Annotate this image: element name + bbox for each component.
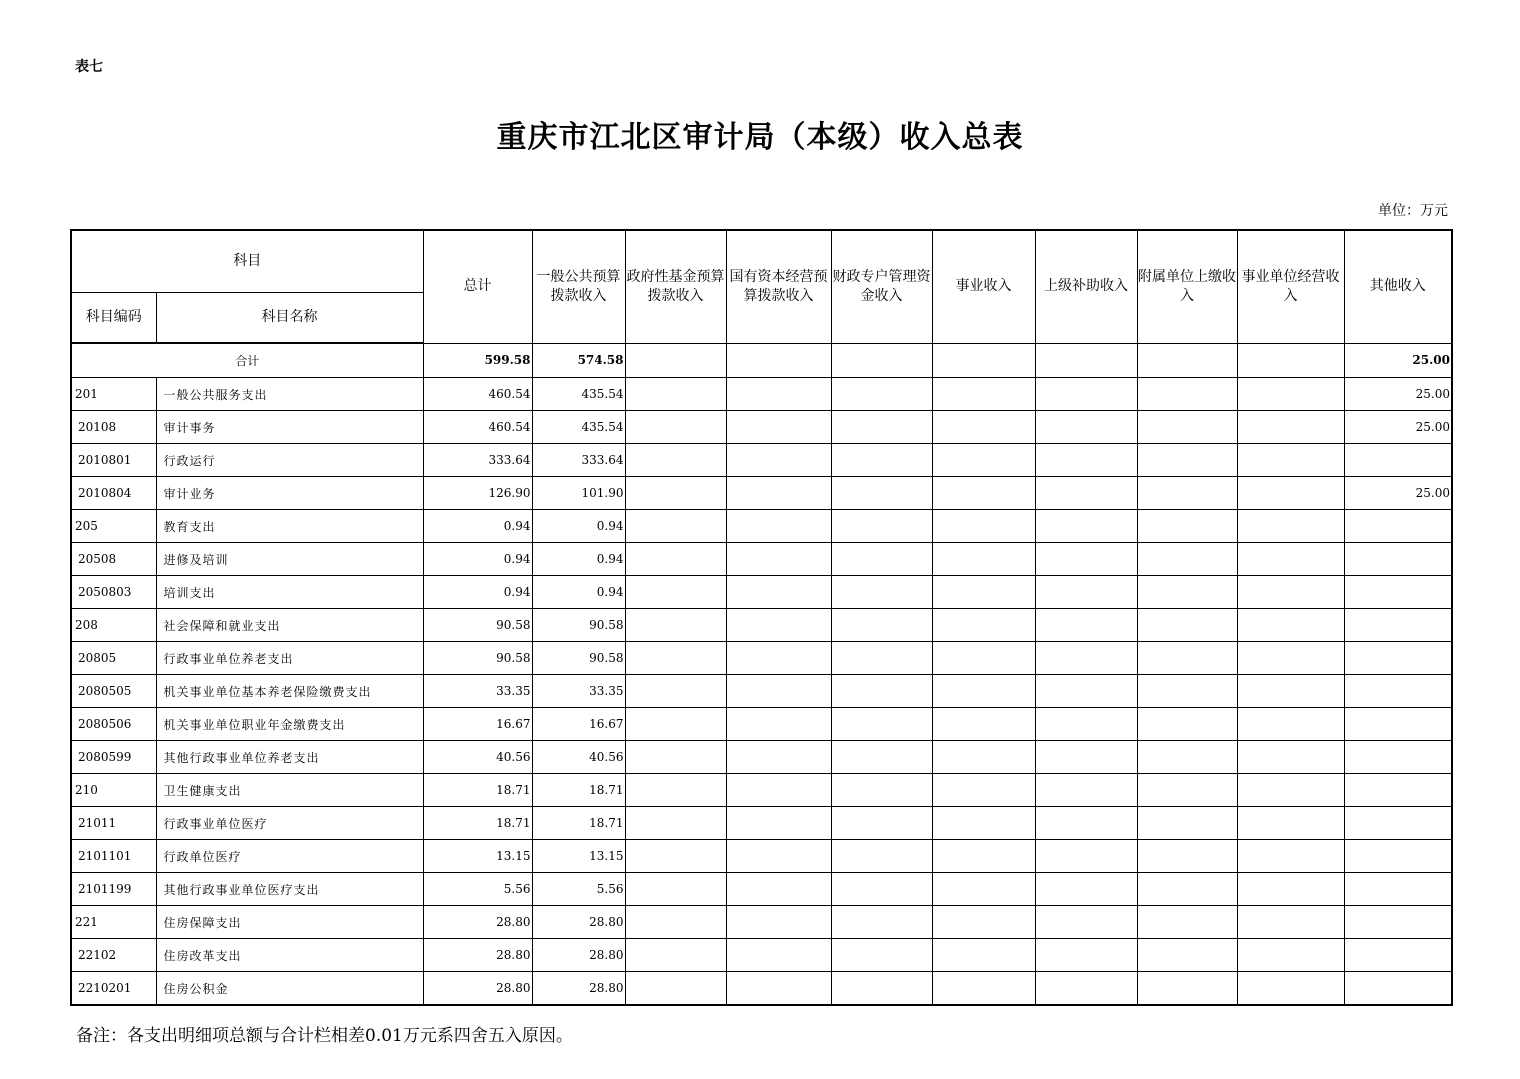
row-code: 21011 xyxy=(71,807,156,840)
table-row xyxy=(71,807,1452,840)
row-name: 机关事业单位职业年金缴费支出 xyxy=(156,708,423,741)
row-name: 机关事业单位基本养老保险缴费支出 xyxy=(156,675,423,708)
row-code: 205 xyxy=(71,510,156,543)
row-code: 208 xyxy=(71,609,156,642)
row-code: 210 xyxy=(71,774,156,807)
row-other-income xyxy=(1344,774,1452,807)
row-name: 审计业务 xyxy=(156,477,423,510)
header-gov-fund: 政府性基金预算拨款收入 xyxy=(625,230,726,343)
total-label: 合计 xyxy=(71,343,423,378)
row-total: 5.56 xyxy=(423,873,532,906)
table-row xyxy=(71,873,1452,906)
header-general-budget: 一般公共预算拨款收入 xyxy=(532,230,625,343)
row-other-income: 25.00 xyxy=(1344,378,1452,411)
table-row xyxy=(71,411,1452,444)
row-code: 221 xyxy=(71,906,156,939)
row-other-income xyxy=(1344,510,1452,543)
row-total: 16.67 xyxy=(423,708,532,741)
row-other-income xyxy=(1344,972,1452,1006)
unit-label: 单位：万元 xyxy=(1378,203,1448,219)
page-title: 重庆市江北区审计局（本级）收入总表 xyxy=(496,120,1024,155)
row-general-budget: 435.54 xyxy=(532,411,625,444)
row-total: 460.54 xyxy=(423,411,532,444)
row-general-budget: 33.35 xyxy=(532,675,625,708)
row-code: 2050803 xyxy=(71,576,156,609)
row-total: 33.35 xyxy=(423,675,532,708)
row-other-income xyxy=(1344,906,1452,939)
table-row xyxy=(71,642,1452,675)
table-row xyxy=(71,477,1452,510)
row-general-budget: 28.80 xyxy=(532,906,625,939)
row-code: 2101101 xyxy=(71,840,156,873)
row-total: 18.71 xyxy=(423,774,532,807)
row-general-budget: 101.90 xyxy=(532,477,625,510)
header-superior-subsidy: 上级补助收入 xyxy=(1035,230,1137,343)
row-other-income xyxy=(1344,642,1452,675)
total-other-income: 25.00 xyxy=(1344,343,1452,378)
row-general-budget: 28.80 xyxy=(532,939,625,972)
header-state-capital: 国有资本经营预算拨款收入 xyxy=(726,230,831,343)
row-other-income: 25.00 xyxy=(1344,477,1452,510)
row-total: 28.80 xyxy=(423,939,532,972)
row-general-budget: 333.64 xyxy=(532,444,625,477)
header-code: 科目编码 xyxy=(71,292,156,343)
row-name: 其他行政事业单位养老支出 xyxy=(156,741,423,774)
table-row xyxy=(71,510,1452,543)
row-code: 2010801 xyxy=(71,444,156,477)
row-code: 20508 xyxy=(71,543,156,576)
row-other-income xyxy=(1344,873,1452,906)
row-code: 2080505 xyxy=(71,675,156,708)
row-code: 22102 xyxy=(71,939,156,972)
row-general-budget: 90.58 xyxy=(532,609,625,642)
row-name: 社会保障和就业支出 xyxy=(156,609,423,642)
header-name: 科目名称 xyxy=(156,292,423,343)
total-amount: 599.58 xyxy=(423,343,532,378)
table-row xyxy=(71,939,1452,972)
row-total: 90.58 xyxy=(423,642,532,675)
table-row xyxy=(71,378,1452,411)
row-other-income xyxy=(1344,840,1452,873)
row-total: 28.80 xyxy=(423,906,532,939)
row-general-budget: 40.56 xyxy=(532,741,625,774)
table-number: 表七 xyxy=(75,59,103,75)
row-name: 教育支出 xyxy=(156,510,423,543)
row-name: 住房保障支出 xyxy=(156,906,423,939)
row-other-income xyxy=(1344,543,1452,576)
row-general-budget: 18.71 xyxy=(532,807,625,840)
row-code: 2080506 xyxy=(71,708,156,741)
row-total: 126.90 xyxy=(423,477,532,510)
row-name: 住房改革支出 xyxy=(156,939,423,972)
row-total: 28.80 xyxy=(423,972,532,1006)
row-total: 0.94 xyxy=(423,510,532,543)
row-code: 2080599 xyxy=(71,741,156,774)
row-other-income xyxy=(1344,741,1452,774)
row-name: 审计事务 xyxy=(156,411,423,444)
row-name: 一般公共服务支出 xyxy=(156,378,423,411)
table-row xyxy=(71,444,1452,477)
row-name: 行政事业单位医疗 xyxy=(156,807,423,840)
table-row xyxy=(71,543,1452,576)
table-row xyxy=(71,906,1452,939)
row-name: 住房公积金 xyxy=(156,972,423,1006)
row-general-budget: 0.94 xyxy=(532,576,625,609)
row-other-income xyxy=(1344,807,1452,840)
row-general-budget: 5.56 xyxy=(532,873,625,906)
row-total: 90.58 xyxy=(423,609,532,642)
row-name: 卫生健康支出 xyxy=(156,774,423,807)
row-other-income: 25.00 xyxy=(1344,411,1452,444)
header-fiscal-special: 财政专户管理资金收入 xyxy=(831,230,932,343)
row-total: 333.64 xyxy=(423,444,532,477)
table-row xyxy=(71,708,1452,741)
header-operating: 事业单位经营收入 xyxy=(1237,230,1344,343)
row-general-budget: 90.58 xyxy=(532,642,625,675)
row-total: 0.94 xyxy=(423,543,532,576)
row-name: 其他行政事业单位医疗支出 xyxy=(156,873,423,906)
row-code: 2101199 xyxy=(71,873,156,906)
row-code: 201 xyxy=(71,378,156,411)
table-row xyxy=(71,774,1452,807)
income-summary-table xyxy=(70,229,1453,1006)
row-general-budget: 16.67 xyxy=(532,708,625,741)
header-total: 总计 xyxy=(423,230,532,343)
header-subject: 科目 xyxy=(71,230,423,292)
row-name: 进修及培训 xyxy=(156,543,423,576)
row-general-budget: 435.54 xyxy=(532,378,625,411)
table-row xyxy=(71,840,1452,873)
row-general-budget: 28.80 xyxy=(532,972,625,1006)
total-general-budget: 574.58 xyxy=(532,343,625,378)
row-name: 行政事业单位养老支出 xyxy=(156,642,423,675)
table-row xyxy=(71,609,1452,642)
header-other-income: 其他收入 xyxy=(1344,230,1452,343)
row-total: 0.94 xyxy=(423,576,532,609)
row-other-income xyxy=(1344,609,1452,642)
row-total: 40.56 xyxy=(423,741,532,774)
row-name: 行政运行 xyxy=(156,444,423,477)
row-name: 行政单位医疗 xyxy=(156,840,423,873)
row-code: 2010804 xyxy=(71,477,156,510)
row-total: 18.71 xyxy=(423,807,532,840)
row-code: 20805 xyxy=(71,642,156,675)
row-general-budget: 13.15 xyxy=(532,840,625,873)
row-other-income xyxy=(1344,939,1452,972)
row-other-income xyxy=(1344,708,1452,741)
row-name: 培训支出 xyxy=(156,576,423,609)
footnote: 备注：各支出明细项总额与合计栏相差0.01万元系四舍五入原因。 xyxy=(76,1021,579,1046)
table-row xyxy=(71,972,1452,1006)
row-total: 460.54 xyxy=(423,378,532,411)
row-general-budget: 0.94 xyxy=(532,510,625,543)
row-code: 2210201 xyxy=(71,972,156,1006)
header-business-income: 事业收入 xyxy=(932,230,1035,343)
total-row xyxy=(71,343,1452,378)
row-code: 20108 xyxy=(71,411,156,444)
row-general-budget: 18.71 xyxy=(532,774,625,807)
row-other-income xyxy=(1344,576,1452,609)
table-row xyxy=(71,741,1452,774)
row-other-income xyxy=(1344,444,1452,477)
row-general-budget: 0.94 xyxy=(532,543,625,576)
table-row xyxy=(71,576,1452,609)
row-total: 13.15 xyxy=(423,840,532,873)
row-other-income xyxy=(1344,675,1452,708)
header-affiliated: 附属单位上缴收入 xyxy=(1137,230,1237,343)
table-row xyxy=(71,675,1452,708)
